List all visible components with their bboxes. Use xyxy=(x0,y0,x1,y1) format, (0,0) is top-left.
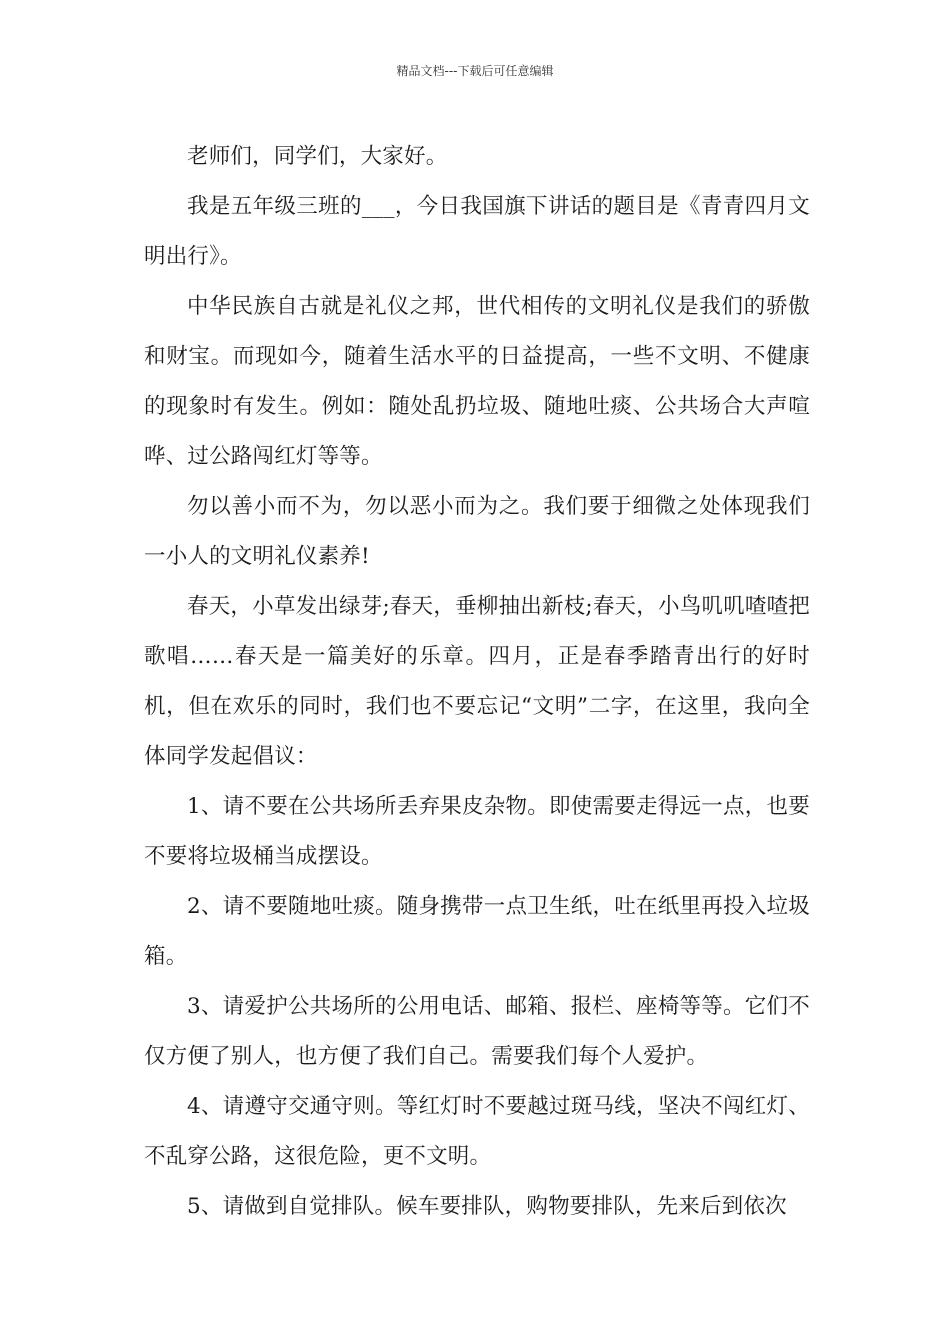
paragraph-introduction: 我是五年级三班的___，今日我国旗下讲话的题目是《青青四月文明出行》。 xyxy=(144,194,810,269)
paragraph-greeting: 老师们，同学们，大家好。 xyxy=(187,144,448,169)
list-item-1: 1、请不要在公共场所丢弃果皮杂物。即使需要走得远一点，也要不要将垃圾桶当成摆设。 xyxy=(144,794,810,869)
page-header: 精品文档---下载后可任意编辑 xyxy=(396,64,554,78)
list-item-3: 3、请爱护公共场所的公用电话、邮箱、报栏、座椅等等。它们不仅方便了别人，也方便了我们自己。需要我们每个人爱护。 xyxy=(144,994,810,1069)
list-item-5: 5、请做到自觉排队。候车要排队，购物要排队，先来后到依次 xyxy=(187,1194,787,1219)
list-item-4: 4、请遵守交通守则。等红灯时不要越过斑马线，坚决不闯红灯、不乱穿公路，这很危险，更不文明。 xyxy=(144,1094,810,1169)
list-item-2: 2、请不要随地吐痰。随身携带一点卫生纸，吐在纸里再投入垃圾箱。 xyxy=(144,894,810,969)
paragraph-proverb: 勿以善小而不为，勿以恶小而为之。我们要于细微之处体现我们一小人的文明礼仪素养! xyxy=(144,494,810,569)
document-body xyxy=(144,132,810,1232)
paragraph-etiquette: 中华民族自古就是礼仪之邦，世代相传的文明礼仪是我们的骄傲和财宝。而现如今，随着生活水平的日益提高，一些不文明、不健康的现象时有发生。例如：随处乱扔垃圾、随地吐痰、公共场合大声喧哗、过公路闯红灯等等。 xyxy=(144,294,810,469)
paragraph-spring: 春天，小草发出绿芽;春天，垂柳抽出新枝;春天，小鸟叽叽喳喳把歌唱……春天是一篇美好的乐章。四月，正是春季踏青出行的好时机，但在欢乐的同时，我们也不要忘记“文明”二字，在这里，我向全体同学发起倡议： xyxy=(144,594,810,769)
